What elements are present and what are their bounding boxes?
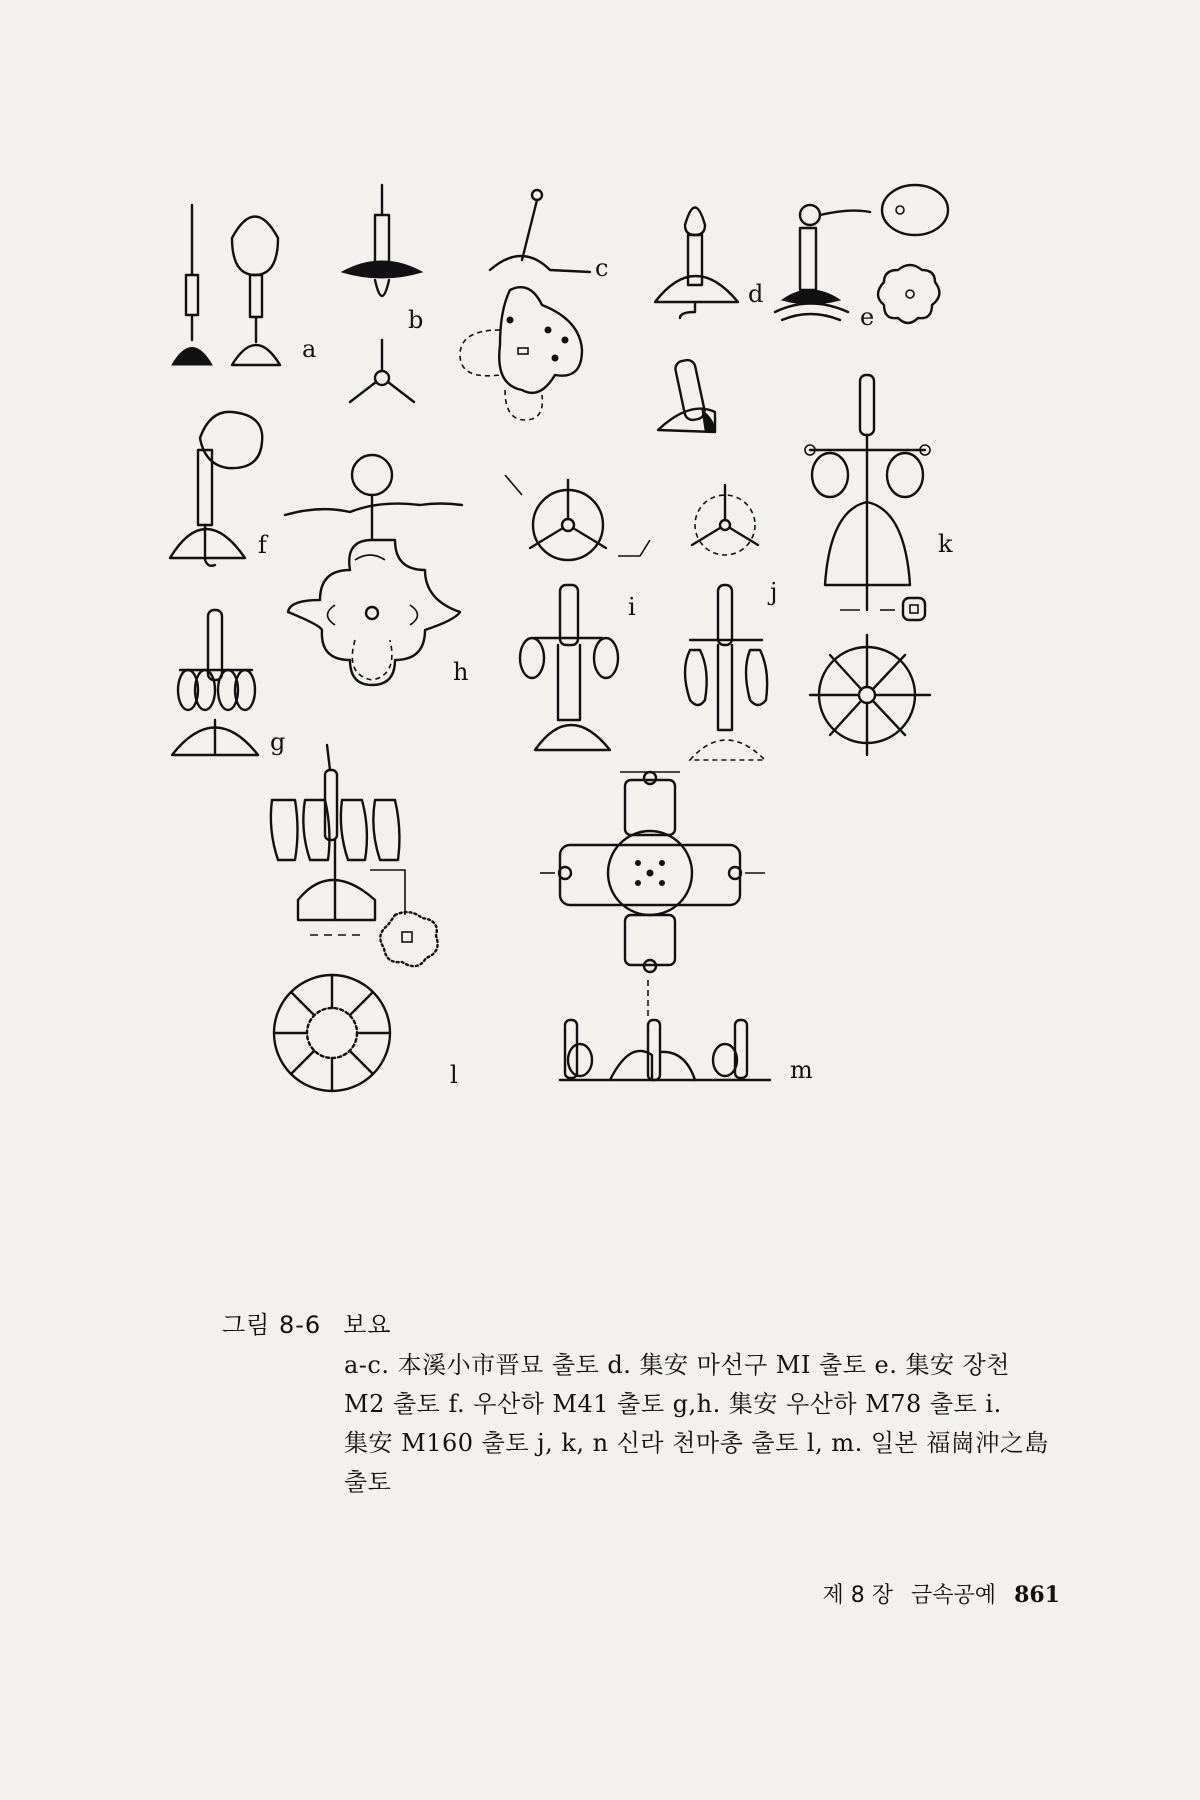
figure-label-m: m [790,1056,813,1084]
drawing-f [170,412,269,566]
figure-label-b: b [408,306,424,334]
figure-label-e: e [860,303,875,331]
chapter-label: 제 8 장 [822,1583,894,1608]
caption-body [344,1346,1084,1502]
caption-figure-number: 그림 8-6 [222,1311,322,1339]
caption-line: a-c. 本溪小市晋묘 출토 d. 集安 마선구 MI 출토 e. 集安 장천 [344,1351,1010,1379]
page-number: 861 [1014,1582,1060,1608]
figure-caption [222,1305,1092,1502]
figure-label-i: i [628,593,636,621]
drawing-j [685,485,777,760]
drawing-h [285,455,468,686]
caption-line: 集安 M160 출토 j, k, n 신라 천마총 출토 l, m. 일본 福崗沖之島 [344,1429,1049,1457]
figure-label-d: d [748,280,764,308]
figure-label-j: j [770,578,778,606]
figure-8-6-drawings [170,180,1050,1265]
figure-label-f: f [258,531,267,559]
ornament-line-drawings [170,180,1050,1265]
drawing-e [775,185,948,331]
caption-line: M2 출토 f. 우산하 M41 출토 g,h. 集安 우산하 M78 출토 i. [344,1390,1002,1418]
page-footer [823,1578,1060,1609]
section-label: 금속공예 [911,1583,997,1608]
figure-label-g: g [270,728,286,756]
drawing-b [342,185,423,402]
figure-label-k: k [938,530,953,558]
drawing-l [271,745,458,1091]
drawing-g [172,610,285,756]
drawing-k [805,375,953,755]
caption-line: 출토 [344,1468,392,1496]
drawing-a [172,205,316,365]
figure-label-c: c [595,254,609,282]
drawing-c [460,190,608,420]
caption-subject: 보요 [343,1311,392,1339]
drawing-d [655,208,763,433]
drawing-m [540,772,813,1084]
figure-label-a: a [302,335,317,363]
figure-label-l: l [450,1061,458,1089]
figure-label-h: h [453,658,469,686]
caption-heading [222,1305,1092,1340]
drawing-i [505,475,650,750]
